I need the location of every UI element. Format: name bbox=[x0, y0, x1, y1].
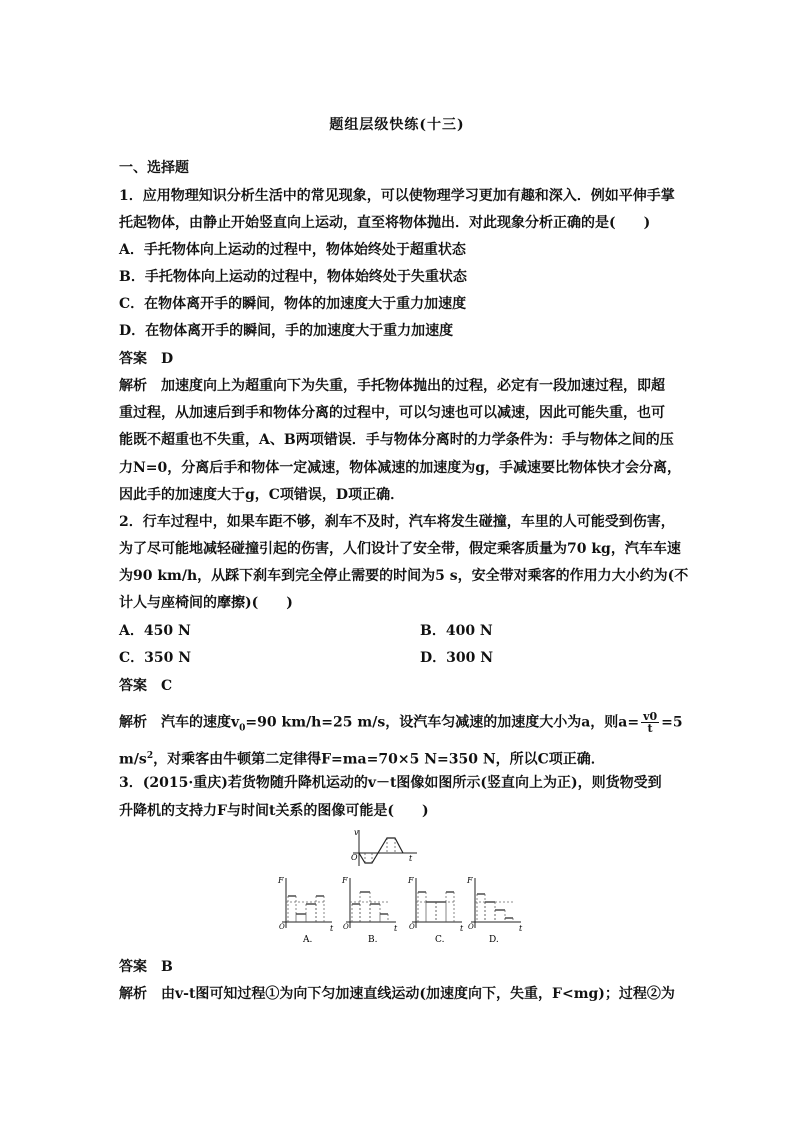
q2-line-4: 计人与座椅间的摩擦)( ) bbox=[119, 595, 293, 611]
q2-line-1: 2．行车过程中，如果车距不够，刹车不及时，汽车将发生碰撞，车里的人可能受到伤害， bbox=[119, 514, 675, 530]
q1-option-a: A．手托物体向上运动的过程中，物体始终处于超重状态 bbox=[119, 242, 466, 258]
q2-answer: 答案 C bbox=[119, 678, 173, 694]
q3-line-2: 升降机的支持力F与时间t关系的图像可能是( ) bbox=[119, 803, 429, 819]
option-label-d: D. bbox=[489, 935, 499, 945]
ft-t-label: t bbox=[460, 924, 464, 933]
vt-v-label: v bbox=[354, 828, 359, 837]
ft-origin-label: O bbox=[343, 923, 349, 931]
q2-analysis-1-c: =5 bbox=[661, 714, 683, 731]
vt-graph bbox=[345, 826, 425, 868]
ft-f-label: F bbox=[278, 876, 284, 885]
q1-answer: 答案 D bbox=[119, 351, 174, 367]
ft-f-label: F bbox=[342, 876, 348, 885]
vt-t-label: t bbox=[409, 854, 413, 863]
q2-line-2: 为了尽可能地减轻碰撞引起的伤害，人们设计了安全带，假定乘客质量为70 kg，汽车车速 bbox=[119, 541, 681, 557]
q2-analysis-1 bbox=[119, 711, 683, 738]
page-title: 题组层级快练(十三) bbox=[329, 117, 465, 133]
q1-analysis-1: 解析 加速度向上为超重向下为失重，手托物体抛出的过程，必定有一段加速过程，即超 bbox=[119, 378, 665, 394]
q2-line-3: 为90 km/h，从踩下刹车到完全停止需要的时间为5 s，安全带对乘客的作用力大小约为(不 bbox=[119, 568, 689, 584]
q1-analysis-2: 重过程，从加速后到手和物体分离的过程中，可以匀速也可以减速，因此可能失重，也可 bbox=[119, 405, 665, 421]
fraction-v0-over-t bbox=[641, 711, 659, 734]
ft-t-label: t bbox=[330, 924, 334, 933]
q3-analysis-1: 解析 由v-t图可知过程①为向下匀加速直线运动(加速度向下，失重，F<mg)；过程②为 bbox=[119, 986, 675, 1002]
option-label-a: A. bbox=[303, 935, 313, 945]
ft-t-label: t bbox=[519, 924, 523, 933]
vt-origin-label: O bbox=[351, 853, 358, 862]
q2-option-d: D．300 N bbox=[420, 650, 494, 666]
q1-option-b: B．手托物体向上运动的过程中，物体始终处于失重状态 bbox=[119, 269, 467, 285]
q1-analysis-4: 力N=0，分离后手和物体一定减速，物体减速的加速度为g，手减速要比物体快才会分离， bbox=[119, 460, 682, 476]
ft-t-label: t bbox=[394, 924, 398, 933]
q2-option-a: A．450 N bbox=[119, 623, 191, 639]
section-heading: 一、选择题 bbox=[119, 160, 189, 176]
ft-f-label: F bbox=[467, 876, 473, 885]
q2-analysis-2 bbox=[119, 746, 605, 770]
superscript-two: 2 bbox=[146, 751, 154, 761]
option-label-b: B. bbox=[368, 935, 378, 945]
q1-analysis-5: 因此手的加速度大于g，C项错误，D项正确． bbox=[119, 487, 405, 503]
q3-answer: 答案 B bbox=[119, 959, 173, 975]
q2-option-c: C．350 N bbox=[119, 650, 192, 666]
subscript-zero: 0 bbox=[239, 723, 246, 734]
q1-option-c: C．在物体离开手的瞬间，物体的加速度大于重力加速度 bbox=[119, 296, 467, 312]
ft-origin-label: O bbox=[409, 923, 415, 931]
fraction-denominator: t bbox=[647, 722, 653, 735]
q1-line-2: 托起物体，由静止开始竖直向上运动，直至将物体抛出．对此现象分析正确的是( ) bbox=[119, 215, 651, 231]
q3-line-1: 3．(2015·重庆)若货物随升降机运动的v－t图像如图所示(竖直向上为正)，则货物受到 bbox=[119, 775, 662, 791]
ft-origin-label: O bbox=[468, 923, 474, 931]
q2-analysis-1-a: 解析 汽车的速度v bbox=[119, 714, 240, 731]
fraction-numerator: v0 bbox=[643, 710, 658, 723]
q1-line-1: 1．应用物理知识分析生活中的常见现象，可以使物理学习更加有趣和深入．例如平伸手掌 bbox=[119, 188, 675, 204]
ft-option-graphs bbox=[270, 872, 523, 945]
q2-option-b: B．400 N bbox=[420, 623, 493, 639]
q2-analysis-2-a: m/s bbox=[119, 751, 147, 768]
q2-analysis-1-b: =90 km/h=25 m/s，设汽车匀减速的加速度大小为a，则a= bbox=[245, 714, 640, 731]
q1-analysis-3: 能既不超重也不失重，A、B两项错误．手与物体分离时的力学条件为：手与物体之间的压 bbox=[119, 432, 674, 448]
ft-f-label: F bbox=[408, 876, 414, 885]
q1-option-d: D．在物体离开手的瞬间，手的加速度大于重力加速度 bbox=[119, 323, 454, 339]
option-label-c: C. bbox=[435, 935, 445, 945]
q2-analysis-2-b: ，对乘客由牛顿第二定律得F=ma=70×5 N=350 N，所以C项正确． bbox=[153, 751, 605, 768]
ft-origin-label: O bbox=[279, 923, 285, 931]
